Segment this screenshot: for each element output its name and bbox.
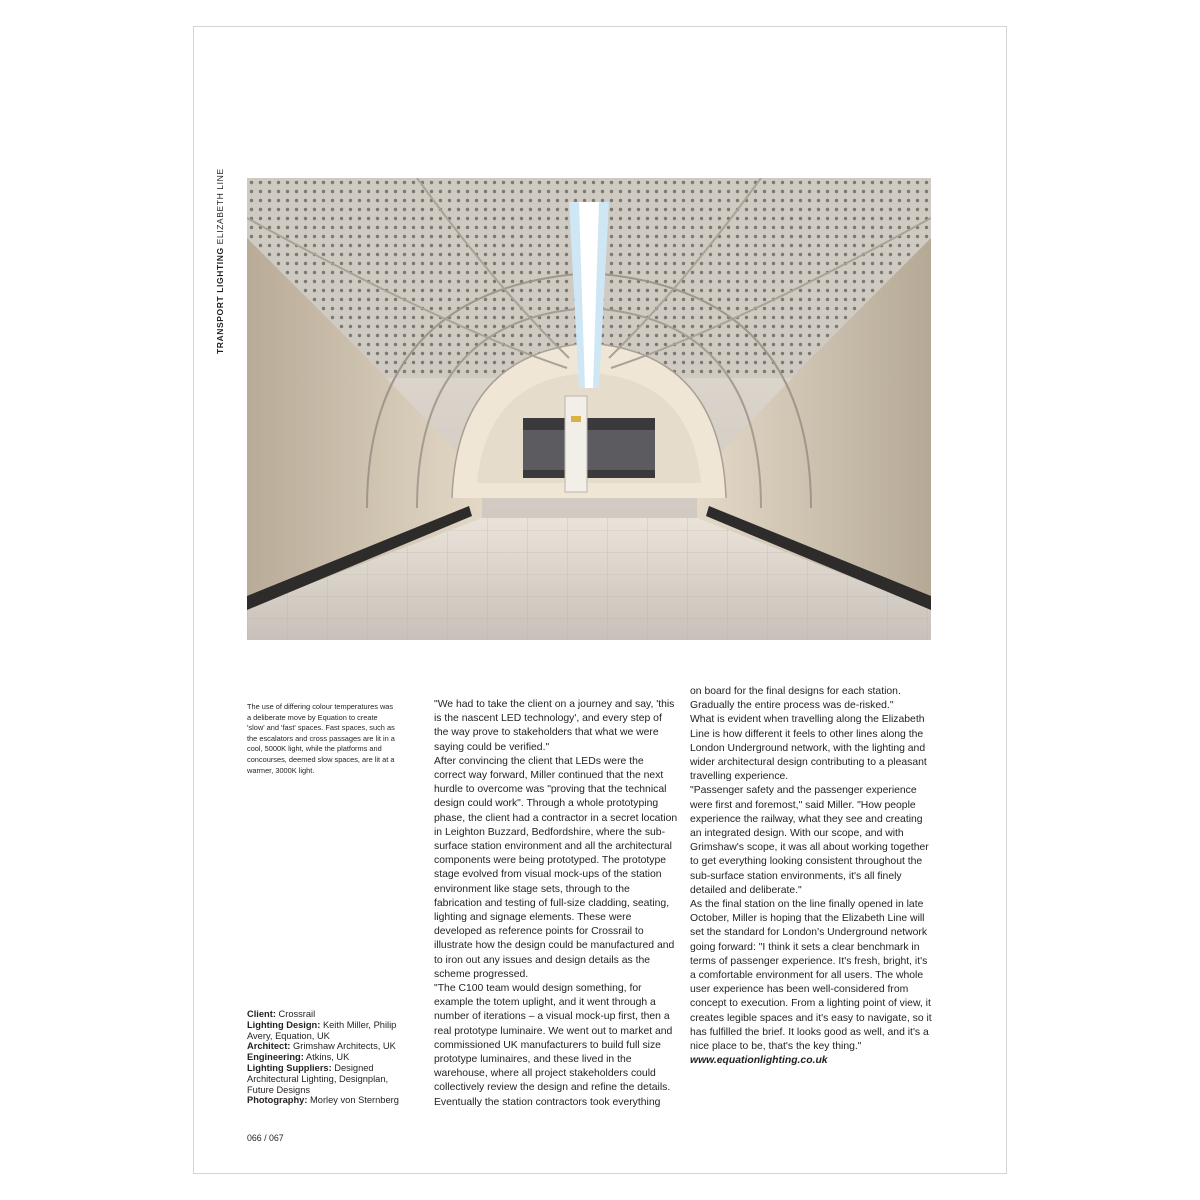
paragraph: on board for the final designs for each station. Gradually the entire process was de-risked.": [690, 686, 901, 712]
project-credits: [247, 1009, 417, 1106]
paragraph: "We had to take the client on a journey and say, 'this is the nascent LED technology', and every step of the way prove to stakeholders that what we were saying could be verified.": [434, 699, 675, 753]
credit-line: Lighting Suppliers: Designed Architectural Lighting, Designplan, Future Designs: [247, 1062, 389, 1095]
website-link[interactable]: www.equationlighting.co.uk: [690, 1055, 828, 1067]
credit-line: Client: Crossrail: [247, 1009, 316, 1019]
credit-line: Architect: Grimshaw Architects, UK: [247, 1041, 396, 1052]
photo-caption: The use of differing colour temperatures was a deliberate move by Equation to create 'slow' and 'fast' spaces. Fast spaces, such as the escalators and cross passages are lit in a cool, 5000K light, while the platforms and concourses, deemed slow spaces, are lit at a warmer, 3000K light.: [247, 702, 395, 775]
credit-line: Lighting Design: Keith Miller, Philip Avery, Equation, UK: [247, 1019, 397, 1041]
paragraph: What is evident when travelling along the Elizabeth Line is how different it feels to other lines along the London Underground network, with the lighting and wider architectural design contributing to a pleasant travelling experience.: [690, 714, 927, 783]
page-numbers: 066 / 067: [247, 1133, 284, 1143]
section-label-bold: TRANSPORT LIGHTING: [215, 247, 225, 354]
station-tunnel-photo: [247, 178, 931, 640]
article-column-2: [690, 685, 934, 1068]
paragraph: After convincing the client that LEDs were the correct way forward, Miller continued that the next hurdle to overcome was "proving that the technical design could work". Through a whole prototyping phase, the client had a contractor in a secret location in Leighton Buzzard, Bedfordshire, where the sub-surface station environment and all the architectural components were being prototyped. The prototype stage evolved from visual mock-ups of the station environment like stage sets, through to the fabrication and testing of full-size cladding, seating, lighting and signage elements. These were developed as reference points for Crossrail to illustrate how the design could be manufactured and to iron out any issues and design details as the scheme progressed.: [434, 755, 678, 980]
credit-line: Engineering: Atkins, UK: [247, 1052, 350, 1063]
paragraph: "The C100 team would design something, for example the totem uplight, and it went through a number of iterations – a visual mock-up first, then a real prototype luminaire. We went out to market and commissioned UK manufacturers to build full size prototype luminaires, and these lived in the warehouse, where all project stakeholders could collectively review the design and refine the details. Eventually the station contractors took everything: [434, 983, 673, 1108]
section-label-rest: ELIZABETH LINE: [215, 168, 225, 245]
article-column-1: [434, 698, 678, 1110]
paragraph: As the final station on the line finally opened in late October, Miller is hoping that the Elizabeth Line will set the standard for London's Underground network going forward: "I think it sets a clear benchmark in terms of passenger experience. It's fresh, bright, it's a comfortable environment for all users. The whole user experience has been well-considered from concept to execution. From a lighting point of view, it creates legible spaces and it's easy to navigate, so it has fulfilled the brief. It looks good as well, and it's a nice place to be, that's the key thing.": [690, 899, 932, 1053]
paragraph: "Passenger safety and the passenger experience were first and foremost," said Miller. "How people experience the railway, what they see and creating an integrated design. With our scope, and with Grimshaw's scope, it was all about working together to get everything looking consistent throughout the sub-surface station environments, it's all finely detailed and deliberate.": [690, 785, 929, 896]
section-label: [214, 168, 226, 354]
credit-line: Photography: Morley von Sternberg: [247, 1095, 399, 1106]
